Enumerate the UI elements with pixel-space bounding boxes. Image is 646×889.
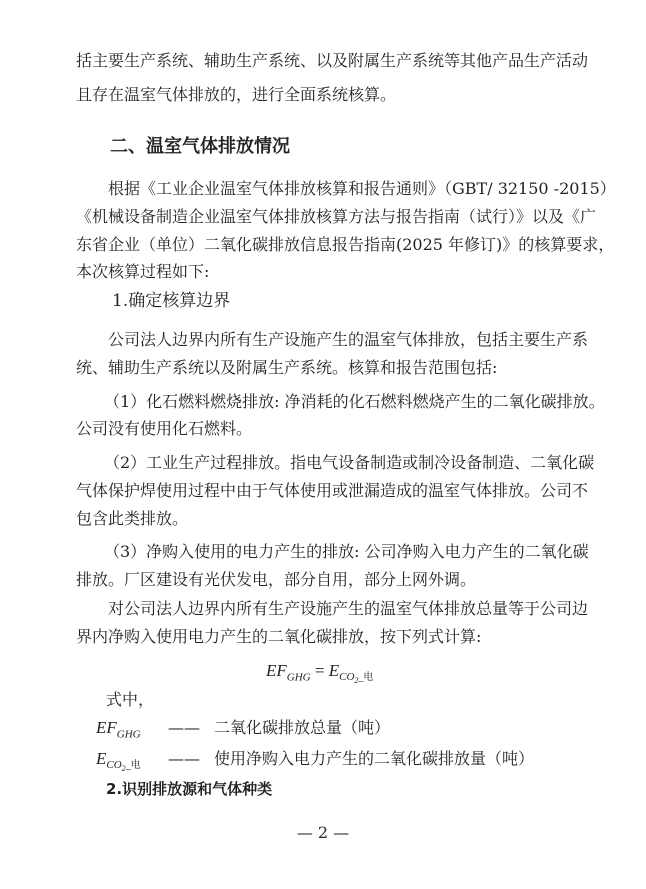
item3-line: 排放。厂区建设有光伏发电，部分自用，部分上网外调。 xyxy=(76,570,477,589)
formula-rhs-sub3: _电 xyxy=(358,672,374,684)
def-description: 使用净购入电力产生的二氧化碳排放量（吨） xyxy=(214,749,535,768)
total-line: 界内净购入使用电力产生的二氧化碳排放，按下列式计算: xyxy=(76,627,482,646)
boundary-line: 统、辅助生产系统以及附属生产系统。核算和报告范围包括: xyxy=(76,358,498,377)
item2-line: 包含此类排放。 xyxy=(76,509,189,528)
basis-line: 根据《工业企业温室气体排放核算和报告通则》（GBT/ 32150 -2015） xyxy=(108,179,616,198)
item1-line: （1）化石燃料燃烧排放: 净消耗的化石燃料燃烧产生的二氧化碳排放。 xyxy=(104,392,605,411)
intro-line: 且存在温室气体排放的，进行全面系统核算。 xyxy=(76,85,397,104)
section-title: 二、温室气体排放情况 xyxy=(110,136,290,157)
def-description: 二氧化碳排放总量（吨） xyxy=(214,718,391,737)
def-symbol: E xyxy=(96,749,107,768)
def-dash: —— xyxy=(168,749,200,768)
step2-title: 2.识别排放源和气体种类 xyxy=(106,780,273,798)
step1-title: 1.确定核算边界 xyxy=(112,291,231,311)
formula-equals: = xyxy=(314,661,325,680)
def-symbol-sub: CO xyxy=(106,759,122,772)
basis-line: 东省企业（单位）二氧化碳排放信息报告指南(2025 年修订)》的核算要求， xyxy=(76,235,615,254)
formula-lhs: EF xyxy=(266,661,287,680)
def-dash: —— xyxy=(168,718,200,737)
intro-line: 括主要生产系统、辅助生产系统、以及附属生产系统等其他产品生产活动 xyxy=(76,51,589,70)
formula-rhs-sub: CO xyxy=(339,671,355,684)
def-symbol-sub2: 2 xyxy=(121,764,126,774)
formula-rhs: E xyxy=(328,661,340,680)
item2-line: （2）工业生产过程排放。指电气设备制造或制冷设备制造、二氧化碳 xyxy=(104,453,595,472)
where-label: 式中， xyxy=(106,690,155,709)
page-number: — 2 — xyxy=(296,823,350,842)
def-symbol-sub: GHG xyxy=(116,728,141,741)
item1-line: 公司没有使用化石燃料。 xyxy=(76,419,253,438)
item2-line: 气体保护焊使用过程中由于气体使用或泄漏造成的温室气体排放。公司不 xyxy=(76,481,589,500)
basis-line: 《机械设备制造企业温室气体排放核算方法与报告指南（试行）》以及《广 xyxy=(76,207,597,226)
formula xyxy=(266,661,466,692)
def-symbol-sub3: _电 xyxy=(125,760,141,772)
boundary-line: 公司法人边界内所有生产设施产生的温室气体排放，包括主要生产系 xyxy=(108,330,589,349)
basis-line: 本次核算过程如下: xyxy=(76,262,210,281)
formula-rhs-sub2: 2 xyxy=(354,676,359,686)
definition-row xyxy=(96,718,586,744)
total-line: 对公司法人边界内所有生产设施产生的温室气体排放总量等于公司边 xyxy=(108,599,589,618)
formula-lhs-sub: GHG xyxy=(286,671,311,684)
def-symbol: EF xyxy=(96,718,117,737)
item3-line: （3）净购入使用的电力产生的排放: 公司净购入电力产生的二氧化碳 xyxy=(104,542,589,561)
definition-row xyxy=(96,749,586,780)
